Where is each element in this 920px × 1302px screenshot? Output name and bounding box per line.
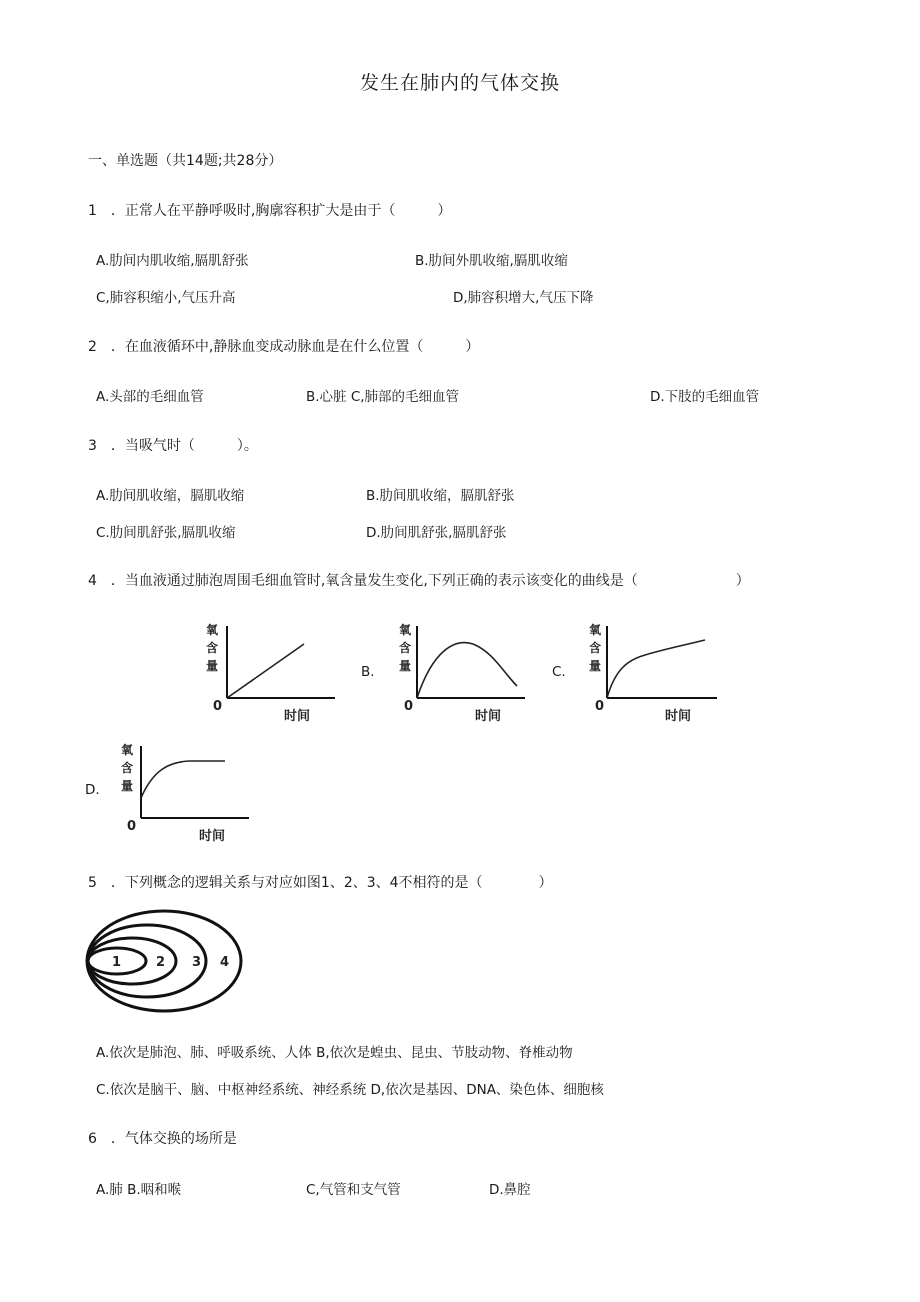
question-6-option-c: C,气管和支气管 — [306, 1182, 401, 1198]
graph-origin: 0 — [404, 699, 414, 714]
graph-origin: 0 — [213, 699, 223, 714]
question-3-stem: 3 ．当吸气时（ ）。 — [88, 438, 258, 454]
question-2-stem: 2 ．在血液循环中,静脉血变成动脉血是在什么位置（ ） — [88, 339, 480, 355]
ellipse-label: 3 — [192, 955, 202, 970]
question-6-options-ab: A.肺 B.咽和喉 — [96, 1182, 182, 1198]
ellipse-label: 2 — [156, 955, 166, 970]
graph-d-curve — [141, 761, 225, 798]
graph-c-label: C. — [552, 664, 566, 680]
question-3-option-a: A.肋间肌收缩，膈肌收缩 — [96, 488, 245, 504]
graph-ylabel-char: 氧 — [121, 743, 134, 757]
ellipse-label: 1 — [112, 955, 122, 970]
graph-ylabel-char: 量 — [399, 659, 412, 673]
graph-origin: 0 — [127, 819, 137, 834]
graph-a-curve — [227, 644, 304, 698]
graph-d — [117, 740, 257, 845]
question-2-option-bc: B.心脏 C,肺部的毛细血管 — [306, 389, 460, 405]
question-1-option-b: B.肋间外肌收缩,膈肌收缩 — [415, 253, 568, 269]
graph-b-label: B. — [361, 664, 375, 680]
graph-ylabel-char: 含 — [121, 761, 134, 775]
question-6-option-d: D.鼻腔 — [489, 1182, 531, 1198]
graph-ylabel-char: 含 — [589, 641, 602, 655]
question-6-stem: 6 ．气体交换的场所是 — [88, 1131, 237, 1147]
page-title: 发生在肺内的气体交换 — [359, 72, 560, 94]
question-1-option-c: C,肺容积缩小,气压升高 — [96, 290, 236, 306]
question-1-option-a: A.肋间内肌收缩,膈肌舒张 — [96, 253, 249, 269]
question-2-option-a: A.头部的毛细血管 — [96, 389, 204, 405]
graph-xlabel: 时间 — [475, 709, 502, 724]
ellipse-label: 4 — [220, 955, 230, 970]
question-2-option-d: D.下肢的毛细血管 — [650, 389, 760, 405]
graph-xlabel: 时间 — [199, 829, 226, 844]
question-5-stem: 5 ．下列概念的逻辑关系与对应如图1、2、3、4不相符的是（ ） — [88, 875, 553, 891]
graph-origin: 0 — [595, 699, 605, 714]
graph-ylabel-char: 氧 — [206, 623, 219, 637]
question-1-stem: 1 ．正常人在平静呼吸时,胸廓容积扩大是由于（ ） — [88, 203, 452, 219]
graph-ylabel-char: 含 — [399, 641, 412, 655]
question-1-option-d: D,肺容积增大,气压下降 — [453, 290, 594, 306]
graph-xlabel: 时间 — [284, 709, 311, 724]
graph-c — [585, 620, 725, 725]
graph-ylabel-char: 量 — [589, 659, 602, 673]
question-3-option-b: B.肋间肌收缩，膈肌舒张 — [366, 488, 515, 504]
question-3-option-d: D.肋间肌舒张,膈肌舒张 — [366, 525, 507, 541]
graph-ylabel-char: 含 — [206, 641, 219, 655]
graph-ylabel-char: 量 — [206, 659, 219, 673]
graph-a — [200, 620, 340, 725]
graph-c-curve — [607, 640, 705, 698]
graph-a-ylabel — [206, 622, 219, 673]
question-5-options-cd: C.依次是脑干、脑、中枢神经系统、神经系统 D,依次是基因、DNA、染色体、细胞核 — [96, 1082, 604, 1098]
graph-b-curve — [417, 643, 517, 698]
graph-b — [393, 620, 533, 725]
graph-ylabel-char: 量 — [121, 779, 134, 793]
graph-ylabel-char: 氧 — [399, 623, 412, 637]
graph-d-label: D. — [85, 782, 100, 798]
section-heading: 一、单选题（共14题;共28分） — [88, 153, 283, 169]
nested-ellipses-figure — [84, 906, 249, 1016]
graph-xlabel: 时间 — [665, 709, 692, 724]
graph-ylabel-char: 氧 — [589, 623, 602, 637]
question-5-options-ab: A.依次是肺泡、肺、呼吸系统、人体 B,依次是蝗虫、昆虫、节肢动物、脊椎动物 — [96, 1045, 573, 1061]
question-3-option-c: C.肋间肌舒张,膈肌收缩 — [96, 525, 236, 541]
question-4-stem: 4 ．当血液通过肺泡周围毛细血管时,氧含量发生变化,下列正确的表示该变化的曲线是（ ） — [88, 573, 750, 589]
